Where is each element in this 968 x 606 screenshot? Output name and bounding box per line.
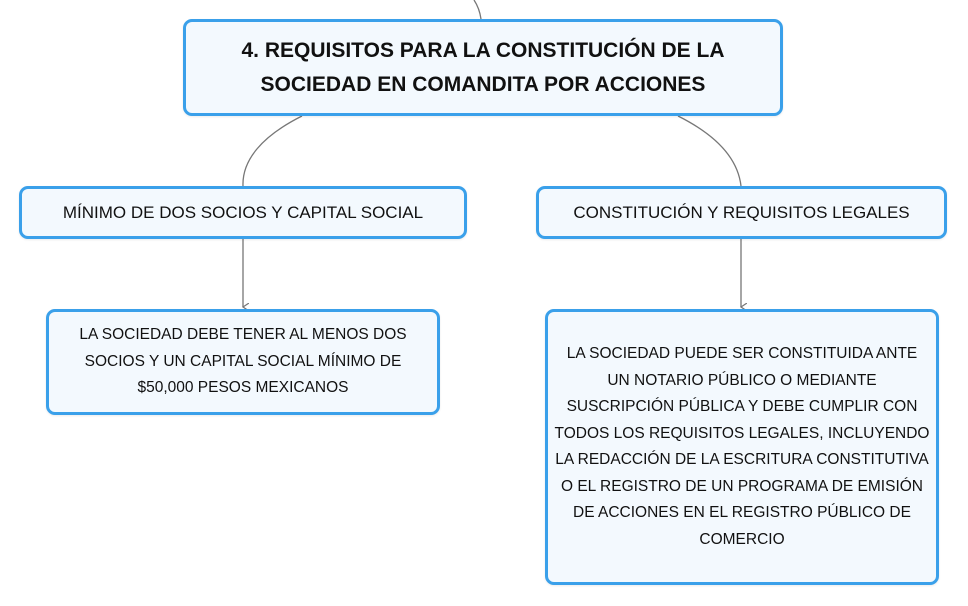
leaf-text-constitucion: LA SOCIEDAD PUEDE SER CONSTITUIDA ANTE UN NOTARIO PÚBLICO O MEDIANTE SUSCRIPCIÓN PÚBLICA Y DEBE CUMPLIR CON TODOS LOS REQUISITOS LEGALES, INCLUYENDO LA REDACCIÓN DE LA ESCRITURA CONSTITUTIVA O EL REGISTRO DE UN PROGRAMA DE EMISIÓN DE ACCIONES EN EL REGISTRO PÚBLICO DE COMERCIO xyxy=(554,345,930,548)
leaf-node-min-socios[interactable] xyxy=(46,309,440,415)
leaf-text-min-socios: LA SOCIEDAD DEBE TENER AL MENOS DOS SOCIOS Y UN CAPITAL SOCIAL MÍNIMO DE $50,000 PESOS MEXICANOS xyxy=(79,326,407,397)
root-topic-node[interactable] xyxy=(183,19,783,116)
connector-parent-to-root xyxy=(474,0,481,19)
root-topic-text: 4. REQUISITOS PARA LA CONSTITUCIÓN DE LA SOCIEDAD EN COMANDITA POR ACCIONES xyxy=(241,38,725,96)
branch-node-constitucion[interactable] xyxy=(536,186,947,239)
branch-title-constitucion: CONSTITUCIÓN Y REQUISITOS LEGALES xyxy=(573,202,910,222)
connector-root-to-right-branch xyxy=(678,116,741,186)
branch-title-min-socios: MÍNIMO DE DOS SOCIOS Y CAPITAL SOCIAL xyxy=(62,202,424,222)
branch-node-min-socios[interactable] xyxy=(19,186,467,239)
connector-root-to-left-branch xyxy=(243,116,302,186)
leaf-node-constitucion[interactable] xyxy=(545,309,939,585)
